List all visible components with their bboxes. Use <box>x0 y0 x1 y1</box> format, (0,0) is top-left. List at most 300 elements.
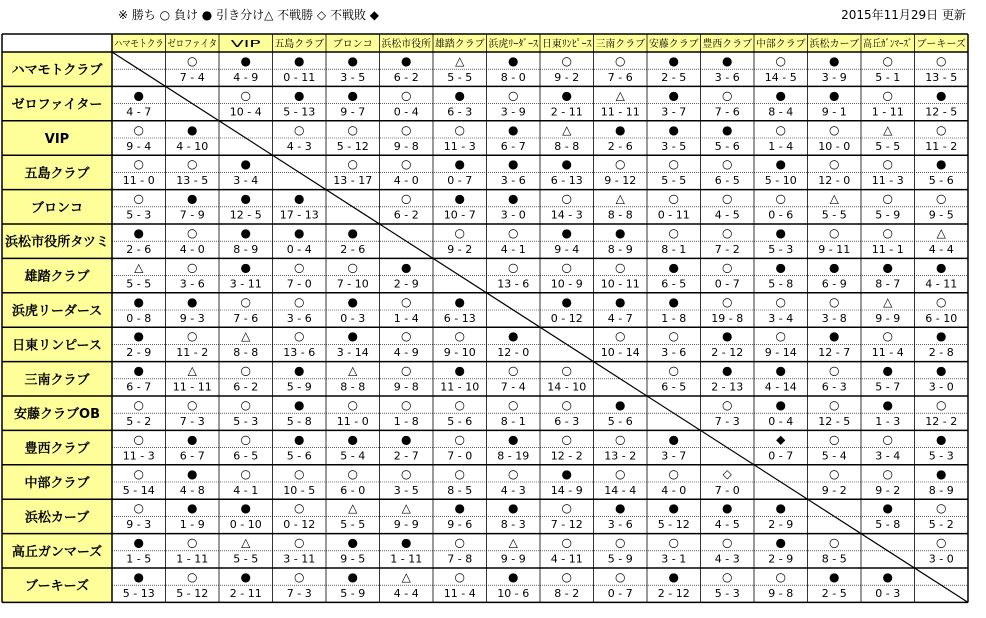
result-mark: △ <box>401 570 411 584</box>
result-mark: ● <box>133 570 144 584</box>
result-score: 9 - 2 <box>875 483 901 497</box>
result-score: 5 - 3 <box>233 415 259 428</box>
team-name: 浜松カーブ <box>24 510 90 526</box>
result-score: 8 - 9 <box>928 483 954 497</box>
result-score: 5 - 5 <box>447 71 473 84</box>
result-mark: ○ <box>401 329 412 344</box>
result-score: 4 - 11 <box>550 552 583 566</box>
result-mark: ● <box>347 294 358 309</box>
result-score: 6 - 2 <box>233 380 259 394</box>
result-score: 8 - 8 <box>607 208 633 222</box>
result-score: 3 - 4 <box>875 449 901 463</box>
result-mark: ● <box>294 432 305 447</box>
result-mark: ○ <box>401 191 412 206</box>
result-score: 3 - 0 <box>928 552 954 566</box>
result-score: 6 - 2 <box>393 208 419 222</box>
result-mark: ○ <box>294 122 305 137</box>
result-mark: ○ <box>775 329 786 344</box>
result-score: 5 - 12 <box>336 139 369 153</box>
result-score: 9 - 8 <box>393 380 419 394</box>
result-mark: ● <box>347 535 358 550</box>
result-score: 3 - 5 <box>393 483 419 497</box>
result-score: 5 - 13 <box>122 587 155 600</box>
result-mark: ○ <box>240 398 251 412</box>
result-score: 17 - 13 <box>279 208 319 222</box>
result-score: 2 - 12 <box>711 346 744 360</box>
result-score: 2 - 11 <box>550 105 583 119</box>
result-score: 14 - 3 <box>550 208 583 222</box>
result-mark: ○ <box>347 260 358 275</box>
result-score: 12 - 5 <box>229 208 262 222</box>
result-score: 3 - 5 <box>661 139 687 153</box>
result-mark: ● <box>508 432 519 447</box>
result-mark: ● <box>240 157 251 172</box>
result-mark: ○ <box>133 157 144 172</box>
result-mark: ○ <box>294 466 305 481</box>
result-mark: ● <box>936 157 947 172</box>
result-score: 13 - 6 <box>283 346 316 360</box>
result-mark: ● <box>508 191 519 206</box>
result-score: 5 - 3 <box>928 449 954 463</box>
result-score: 3 - 6 <box>661 346 687 360</box>
result-score: 6 - 13 <box>443 311 476 325</box>
result-mark: ○ <box>829 398 840 412</box>
result-mark: ○ <box>936 294 947 309</box>
result-mark: ● <box>240 570 251 584</box>
result-mark: ● <box>347 226 358 240</box>
team-name: 高丘ガンマーズ <box>11 544 103 560</box>
result-mark: ○ <box>936 501 947 516</box>
result-score: 2 - 5 <box>821 587 847 600</box>
result-score: 7 - 4 <box>500 380 526 394</box>
result-mark: ○ <box>882 88 893 103</box>
result-mark: ○ <box>615 329 626 344</box>
result-mark: ○ <box>722 398 733 412</box>
result-score: 7 - 3 <box>286 587 312 600</box>
result-mark: ● <box>722 363 733 378</box>
result-score: 1 - 11 <box>871 105 904 119</box>
result-mark: ○ <box>561 398 572 412</box>
result-score: 1 - 11 <box>390 552 423 566</box>
result-score: 3 - 6 <box>286 311 312 325</box>
column-header: 日東ﾘﾝﾋﾟｰｽ <box>542 39 592 50</box>
result-score: 2 - 9 <box>393 277 419 291</box>
result-mark: ● <box>829 570 840 584</box>
result-score: 3 - 4 <box>768 311 794 325</box>
result-mark: ● <box>668 54 679 68</box>
result-score: 2 - 13 <box>711 380 744 394</box>
result-mark: ○ <box>294 535 305 550</box>
result-mark: ○ <box>187 570 198 584</box>
result-mark: ○ <box>133 466 144 481</box>
result-score: 8 - 19 <box>497 449 530 463</box>
result-mark: ● <box>829 329 840 344</box>
result-mark: ○ <box>187 260 198 275</box>
result-mark: ○ <box>829 466 840 481</box>
result-score: 5 - 3 <box>714 587 740 600</box>
column-header: 浜虎ﾘｰﾀﾞｰｽ <box>488 39 539 50</box>
result-mark: ○ <box>401 122 412 137</box>
result-score: 9 - 14 <box>764 346 797 360</box>
team-name: VIP <box>44 132 70 147</box>
result-score: 5 - 9 <box>286 380 312 394</box>
result-mark: ○ <box>882 54 893 68</box>
result-score: 5 - 5 <box>340 518 366 532</box>
result-mark: ○ <box>240 294 251 309</box>
result-score: 6 - 10 <box>925 311 958 325</box>
result-score: 2 - 6 <box>340 243 366 256</box>
column-header: 高丘ｶﾞﾝﾏｰｽﾞ <box>863 39 918 50</box>
result-mark: ● <box>936 329 947 344</box>
result-score: 4 - 1 <box>233 483 259 497</box>
result-mark: △ <box>883 294 893 309</box>
result-mark: ● <box>454 88 465 103</box>
result-mark: ○ <box>936 54 947 68</box>
result-mark: ○ <box>240 363 251 378</box>
result-mark: ○ <box>829 226 840 240</box>
result-mark: ● <box>187 501 198 516</box>
result-mark: ○ <box>508 398 519 412</box>
result-mark: ○ <box>454 226 465 240</box>
result-mark: ○ <box>401 398 412 412</box>
team-name: ブロンコ <box>30 200 84 216</box>
result-score: 0 - 12 <box>550 311 583 325</box>
result-score: 0 - 4 <box>768 415 794 428</box>
result-mark: ● <box>133 226 144 240</box>
result-mark: ● <box>775 157 786 172</box>
result-score: 4 - 7 <box>607 311 633 325</box>
result-mark: ○ <box>508 226 519 240</box>
result-mark: ○ <box>829 432 840 447</box>
result-score: 1 - 11 <box>176 552 209 566</box>
result-score: 9 - 9 <box>393 518 419 532</box>
result-score: 6 - 5 <box>661 277 687 291</box>
result-mark: ○ <box>615 466 626 481</box>
result-score: 4 - 0 <box>179 243 205 256</box>
result-score: 10 - 0 <box>818 139 851 153</box>
result-mark: ● <box>133 294 144 309</box>
result-mark: ○ <box>615 570 626 584</box>
result-mark: ● <box>401 260 412 275</box>
result-score: 14 - 5 <box>764 71 797 84</box>
result-score: 9 - 7 <box>340 105 366 119</box>
result-mark: ○ <box>240 88 251 103</box>
result-score: 12 - 7 <box>818 346 851 360</box>
result-score: 5 - 7 <box>875 380 901 394</box>
result-score: 10 - 9 <box>550 277 583 291</box>
result-score: 3 - 8 <box>821 311 847 325</box>
result-score: 4 - 11 <box>925 277 958 291</box>
result-score: 9 - 10 <box>443 346 476 360</box>
result-mark: ○ <box>775 191 786 206</box>
result-mark: ○ <box>936 535 947 550</box>
column-header: VIP <box>230 39 261 50</box>
result-mark: ◇ <box>722 466 732 481</box>
result-score: 2 - 9 <box>126 346 152 360</box>
result-mark: ○ <box>454 570 465 584</box>
result-mark: ● <box>775 88 786 103</box>
legend-text: ※ 勝ち ○ 負け ● 引き分け△ 不戦勝 ◇ 不戦敗 ◆ <box>118 8 380 22</box>
result-score: 9 - 4 <box>126 139 152 153</box>
result-mark: ● <box>133 363 144 378</box>
result-mark: △ <box>829 191 839 206</box>
result-score: 11 - 10 <box>440 380 480 394</box>
result-mark: ● <box>882 260 893 275</box>
result-mark: ● <box>240 260 251 275</box>
result-mark: ● <box>294 54 305 68</box>
result-score: 5 - 14 <box>122 483 155 497</box>
result-mark: ○ <box>561 54 572 68</box>
result-mark: ○ <box>508 88 519 103</box>
result-mark: ● <box>187 294 198 309</box>
result-mark: ○ <box>401 157 412 172</box>
result-mark: ● <box>187 466 198 481</box>
result-mark: ● <box>187 191 198 206</box>
result-mark: ● <box>454 501 465 516</box>
result-mark: ○ <box>454 432 465 447</box>
result-score: 7 - 4 <box>179 71 205 84</box>
updated-date: 2015年11月29日 更新 <box>841 8 966 22</box>
result-mark: ● <box>347 432 358 447</box>
result-score: 9 - 6 <box>447 518 473 532</box>
result-mark: ● <box>722 122 733 137</box>
result-score: 4 - 4 <box>928 243 954 256</box>
result-score: 9 - 2 <box>554 71 580 84</box>
result-mark: ○ <box>668 363 679 378</box>
result-mark: ○ <box>722 260 733 275</box>
result-mark: ● <box>294 363 305 378</box>
result-mark: ○ <box>668 226 679 240</box>
result-mark: ○ <box>561 432 572 447</box>
result-mark: ○ <box>187 535 198 550</box>
result-mark: ● <box>615 226 626 240</box>
result-mark: ○ <box>561 260 572 275</box>
result-score: 4 - 1 <box>500 243 526 256</box>
result-mark: ○ <box>882 157 893 172</box>
result-score: 6 - 7 <box>126 380 152 394</box>
result-mark: △ <box>348 363 358 378</box>
result-mark: ● <box>722 329 733 344</box>
result-score: 3 - 6 <box>714 71 740 84</box>
result-mark: ● <box>775 398 786 412</box>
result-mark: ○ <box>187 226 198 240</box>
result-mark: ○ <box>294 294 305 309</box>
result-score: 12 - 2 <box>550 449 583 463</box>
column-header: 安藤クラブ <box>649 39 699 50</box>
result-mark: ○ <box>722 535 733 550</box>
result-score: 8 - 0 <box>500 71 526 84</box>
result-mark: ○ <box>561 570 572 584</box>
result-mark: ○ <box>936 398 947 412</box>
team-name: 日東リンピース <box>12 338 102 354</box>
result-mark: ● <box>722 54 733 68</box>
result-mark: ○ <box>133 432 144 447</box>
team-name: 浜虎リーダース <box>11 304 103 319</box>
result-mark: ● <box>347 570 358 584</box>
result-score: 5 - 6 <box>607 415 633 428</box>
result-mark: ○ <box>294 501 305 516</box>
result-score: 14 - 10 <box>547 380 587 394</box>
result-mark: ○ <box>294 329 305 344</box>
result-score: 5 - 6 <box>714 139 740 153</box>
result-score: 6 - 3 <box>447 105 473 119</box>
result-score: 10 - 7 <box>443 208 476 222</box>
column-header: ハマモトクラ <box>114 39 174 50</box>
result-mark: ● <box>187 122 198 137</box>
result-score: 4 - 5 <box>714 518 740 532</box>
result-mark: △ <box>187 363 197 378</box>
result-score: 5 - 10 <box>764 174 797 188</box>
result-mark: ● <box>347 54 358 68</box>
result-score: 11 - 3 <box>871 174 904 188</box>
result-score: 5 - 8 <box>875 518 901 532</box>
result-score: 6 - 3 <box>821 380 847 394</box>
result-mark: ○ <box>615 157 626 172</box>
result-score: 0 - 12 <box>283 518 316 532</box>
result-mark: ● <box>668 570 679 584</box>
result-mark: ● <box>882 363 893 378</box>
result-mark: ● <box>775 535 786 550</box>
result-mark: ● <box>561 157 572 172</box>
result-mark: ○ <box>668 466 679 481</box>
result-score: 7 - 6 <box>714 105 740 119</box>
team-name: 三南クラブ <box>24 372 90 388</box>
result-mark: ○ <box>401 466 412 481</box>
result-score: 5 - 3 <box>126 208 152 222</box>
result-mark: ○ <box>668 535 679 550</box>
result-score: 5 - 5 <box>875 139 901 153</box>
result-mark: ○ <box>722 226 733 240</box>
result-mark: ● <box>882 570 893 584</box>
result-score: 9 - 8 <box>768 587 794 600</box>
result-score: 11 - 11 <box>600 105 640 119</box>
result-mark: ● <box>561 466 572 481</box>
result-mark: ○ <box>882 226 893 240</box>
result-score: 5 - 5 <box>661 174 687 188</box>
result-score: 9 - 3 <box>126 518 152 532</box>
result-score: 9 - 5 <box>340 552 366 566</box>
result-score: 9 - 2 <box>821 483 847 497</box>
result-score: 2 - 12 <box>657 587 690 600</box>
team-name: 安藤クラブOB <box>14 407 100 423</box>
result-score: 4 - 3 <box>500 483 526 497</box>
result-score: 12 - 0 <box>497 346 530 360</box>
result-score: 12 - 2 <box>925 415 958 428</box>
result-mark: ● <box>508 501 519 516</box>
result-score: 1 - 8 <box>393 415 419 428</box>
result-mark: ○ <box>133 501 144 516</box>
result-mark: ● <box>722 501 733 516</box>
result-score: 4 - 10 <box>176 139 209 153</box>
result-score: 9 - 3 <box>179 311 205 325</box>
result-mark: ○ <box>133 191 144 206</box>
result-score: 0 - 11 <box>283 71 316 84</box>
result-score: 6 - 0 <box>340 483 366 497</box>
result-mark: ○ <box>722 191 733 206</box>
result-mark: ● <box>775 260 786 275</box>
result-score: 7 - 0 <box>714 483 740 497</box>
result-score: 6 - 3 <box>554 415 580 428</box>
result-score: 12 - 5 <box>925 105 958 119</box>
column-header: ゼロファイタ <box>167 39 228 50</box>
result-mark: ● <box>508 122 519 137</box>
result-mark: ○ <box>775 54 786 68</box>
result-mark: ○ <box>294 260 305 275</box>
result-mark: △ <box>134 260 144 275</box>
result-mark: ○ <box>668 329 679 344</box>
result-score: 3 - 7 <box>661 105 687 119</box>
result-score: 8 - 7 <box>875 277 901 291</box>
result-score: 4 - 7 <box>126 105 152 119</box>
result-mark: ○ <box>936 191 947 206</box>
result-mark: ○ <box>668 191 679 206</box>
result-score: 0 - 8 <box>126 311 152 325</box>
team-name: 浜松市役所タツミ <box>5 235 109 251</box>
result-score: 11 - 11 <box>172 380 212 394</box>
result-score: 5 - 6 <box>447 415 473 428</box>
result-score: 13 - 5 <box>925 71 958 84</box>
team-name: 中部クラブ <box>24 476 90 491</box>
result-mark: ○ <box>454 398 465 412</box>
result-score: 10 - 4 <box>229 105 262 119</box>
team-name: ゼロファイター <box>11 97 103 113</box>
result-score: 6 - 9 <box>821 277 847 291</box>
result-score: 8 - 2 <box>554 587 580 600</box>
result-score: 3 - 0 <box>500 208 526 222</box>
result-score: 14 - 9 <box>550 483 583 497</box>
result-mark: ● <box>668 501 679 516</box>
result-score: 5 - 13 <box>283 105 316 119</box>
result-mark: ● <box>401 432 412 447</box>
column-header: 中部クラブ <box>756 39 806 50</box>
result-mark: ○ <box>347 466 358 481</box>
column-header: 豊西クラブ <box>702 39 753 50</box>
result-score: 4 - 9 <box>233 71 259 84</box>
result-score: 8 - 5 <box>447 483 473 497</box>
result-mark: △ <box>348 501 358 516</box>
result-score: 9 - 9 <box>875 311 901 325</box>
result-score: 1 - 4 <box>393 311 419 325</box>
result-score: 6 - 7 <box>500 139 526 153</box>
column-header: 五島クラブ <box>274 39 325 50</box>
result-score: 11 - 0 <box>122 174 155 188</box>
result-score: 5 - 4 <box>821 449 847 463</box>
result-score: 0 - 7 <box>768 449 794 463</box>
result-mark: ● <box>240 191 251 206</box>
result-mark: ○ <box>401 294 412 309</box>
result-mark: ○ <box>401 88 412 103</box>
result-mark: ● <box>936 363 947 378</box>
result-mark: ○ <box>775 570 786 584</box>
result-mark: ○ <box>454 535 465 550</box>
result-score: 8 - 1 <box>661 243 687 256</box>
result-mark: ● <box>508 329 519 344</box>
result-score: 0 - 7 <box>607 587 633 600</box>
result-mark: ● <box>829 88 840 103</box>
column-header: ブーキーズ <box>916 39 966 50</box>
result-score: 9 - 11 <box>818 243 851 256</box>
result-score: 5 - 5 <box>821 208 847 222</box>
result-score: 3 - 14 <box>336 346 369 360</box>
result-score: 8 - 1 <box>500 415 526 428</box>
result-score: 3 - 0 <box>928 380 954 394</box>
result-mark: ○ <box>508 260 519 275</box>
result-score: 3 - 6 <box>607 518 633 532</box>
result-mark: ● <box>133 88 144 103</box>
result-score: 13 - 2 <box>604 449 637 463</box>
result-mark: ● <box>454 191 465 206</box>
result-score: 11 - 3 <box>443 139 476 153</box>
